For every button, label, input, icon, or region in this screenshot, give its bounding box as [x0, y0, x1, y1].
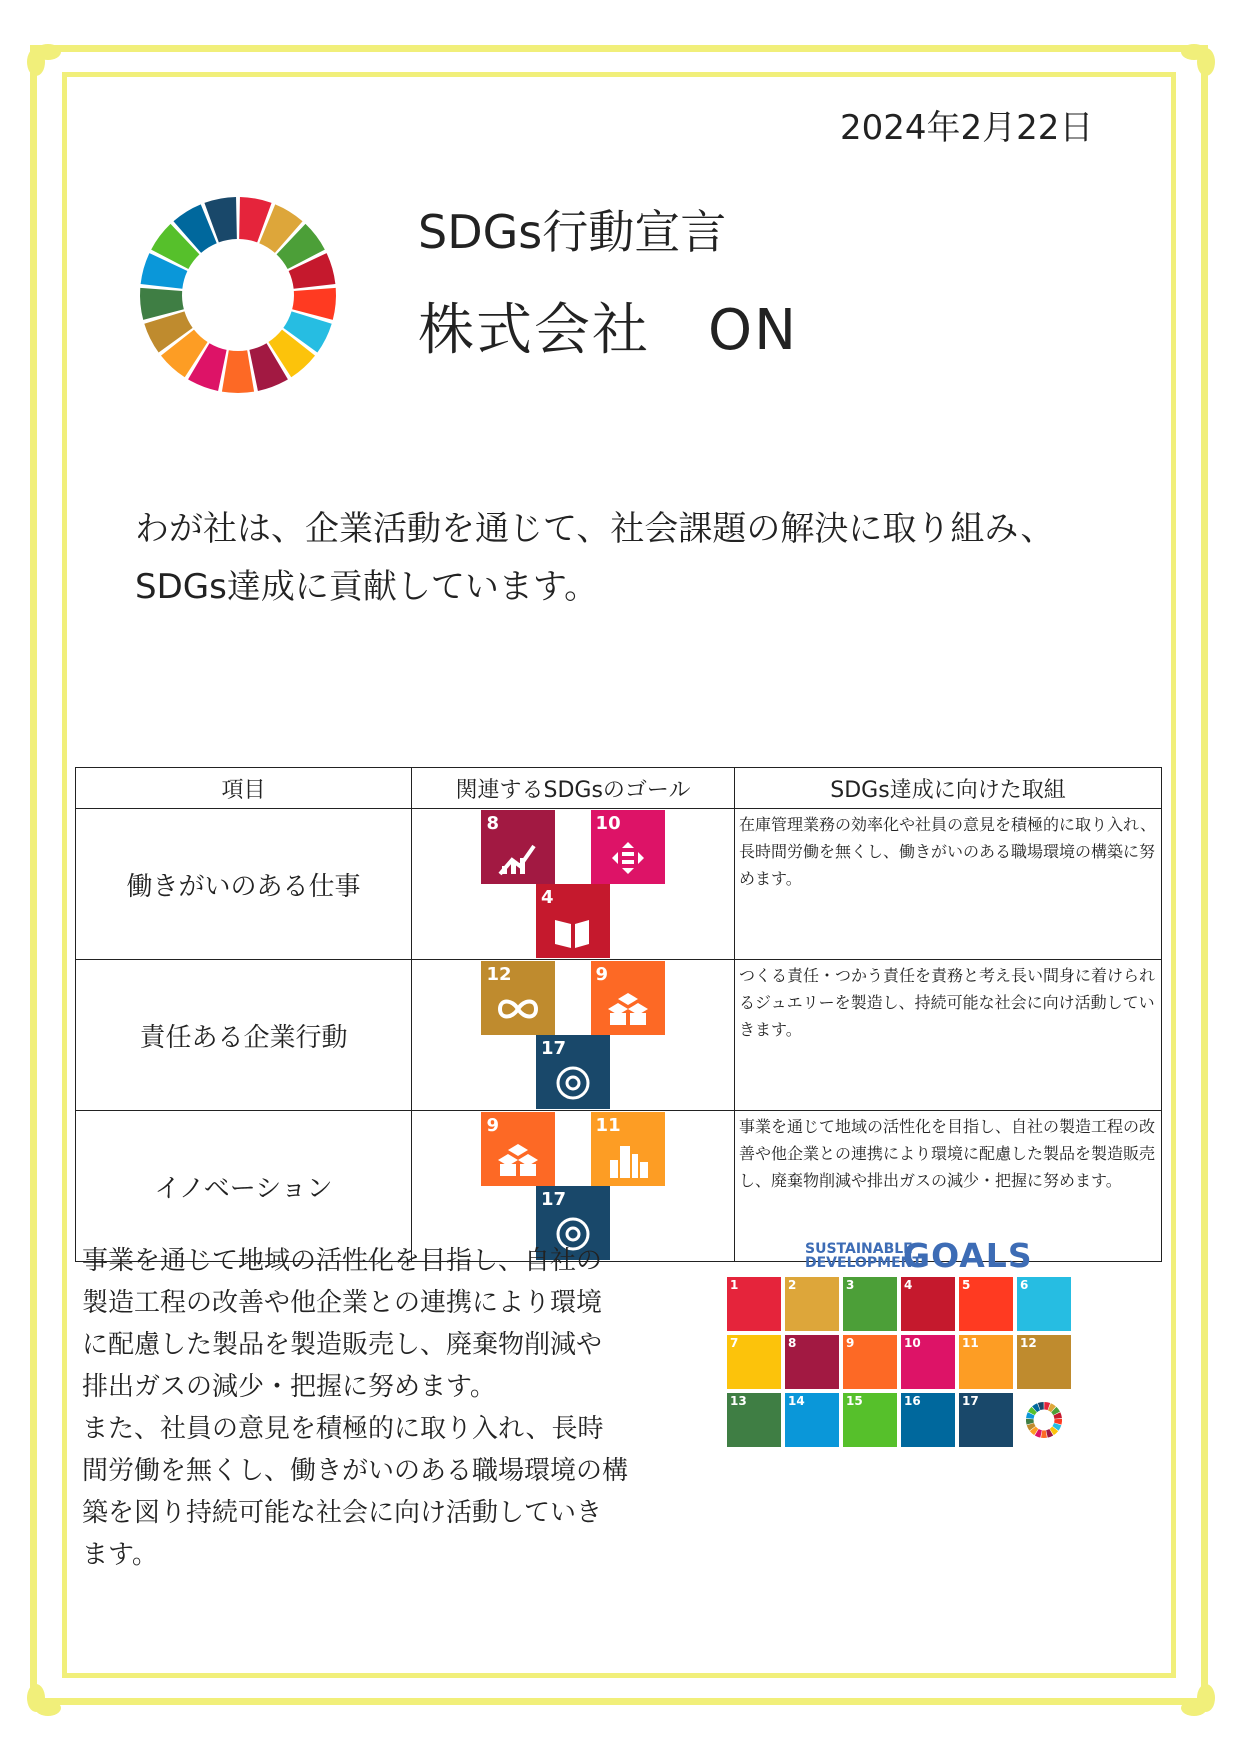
- sdg-logo-line: SUSTAINABLE: [805, 1241, 913, 1257]
- goal-1-icon: [727, 1277, 781, 1331]
- goal-17-icon: [959, 1393, 1013, 1447]
- goal-14-icon: [785, 1393, 839, 1447]
- goals-wordmark: GOALS: [903, 1236, 1033, 1275]
- body-line: 事業を通じて地域の活性化を目指し、自社の: [82, 1246, 603, 1276]
- corner-leaf-icon: [22, 40, 66, 84]
- goal-number: 16: [904, 1394, 921, 1408]
- goals-cell: [412, 809, 735, 960]
- goal-number: 17: [962, 1394, 979, 1408]
- goal-number: 8: [788, 1336, 797, 1350]
- sdg-wheel-icon: [138, 195, 338, 395]
- corner-leaf-icon: [1176, 40, 1220, 84]
- goal-16-icon: [901, 1393, 955, 1447]
- item-cell: 責任ある企業行動: [76, 960, 412, 1111]
- goal-17-icon: 17: [536, 1186, 610, 1260]
- action-cell: 事業を通じて地域の活性化を目指し、自社の製造工程の改善や他企業との連携により環境に配慮した製品を製造販売し、廃棄物削減や排出ガスの減少・把握に努めます。: [735, 1111, 1162, 1262]
- body-line: 間労働を無くし、働きがいのある職場環境の構: [82, 1456, 629, 1486]
- goal-number: 13: [730, 1394, 747, 1408]
- goal-number: 7: [730, 1336, 739, 1350]
- goal-number: 11: [962, 1336, 979, 1350]
- sdg-table: [75, 767, 1162, 1262]
- item-cell: 働きがいのある仕事: [76, 809, 412, 960]
- body-line: 排出ガスの減少・把握に努めます。: [82, 1372, 496, 1402]
- goals-cell: [412, 1111, 735, 1262]
- goal-9-icon: [843, 1335, 897, 1389]
- body-line: 製造工程の改善や他企業との連携により環境: [82, 1288, 603, 1318]
- goal-15-icon: [843, 1393, 897, 1447]
- goal-number: 1: [730, 1278, 739, 1292]
- wheel-segment: [222, 350, 254, 393]
- column-header: 関連するSDGsのゴール: [412, 768, 735, 809]
- body-line: ます。: [82, 1540, 158, 1570]
- goal-8-icon: [785, 1335, 839, 1389]
- corner-leaf-icon: [1176, 1676, 1220, 1720]
- body-line: 築を図り持続可能な社会に向け活動していき: [82, 1498, 603, 1528]
- table-row: [76, 960, 1162, 1111]
- goal-2-icon: [785, 1277, 839, 1331]
- goal-10-icon: 10: [591, 810, 665, 884]
- goal-6-icon: [1017, 1277, 1071, 1331]
- goal-4-icon: 4: [536, 884, 610, 958]
- goal-number: 10: [904, 1336, 921, 1350]
- goal-number: 6: [1020, 1278, 1029, 1292]
- goal-4-icon: [901, 1277, 955, 1331]
- goals-cell: [412, 960, 735, 1111]
- body-line: に配慮した製品を製造販売し、廃棄物削減や: [82, 1330, 603, 1360]
- column-header: SDGs達成に向けた取組: [735, 768, 1162, 809]
- lead-line: わが社は、企業活動を通じて、社会課題の解決に取り組み、: [135, 509, 1055, 549]
- goal-12-icon: [1017, 1335, 1071, 1389]
- column-header: 項目: [76, 768, 412, 809]
- goal-number: 5: [962, 1278, 971, 1292]
- goal-7-icon: [727, 1335, 781, 1389]
- corner-leaf-icon: [22, 1676, 66, 1720]
- item-cell: イノベーション: [76, 1111, 412, 1262]
- goal-9-icon: 9: [481, 1112, 555, 1186]
- date: 2024年2月22日: [840, 108, 1094, 148]
- table-header-row: [76, 768, 1162, 809]
- goal-number: 3: [846, 1278, 855, 1292]
- wheel-segment: [1041, 1430, 1047, 1438]
- body-paragraph: [82, 1240, 642, 1576]
- goal-8-icon: 8: [481, 810, 555, 884]
- goal-number: 12: [1020, 1336, 1037, 1350]
- goal-number: 15: [846, 1394, 863, 1408]
- action-cell: つくる責任・つかう責任を責務と考え長い間身に着けられるジュエリーを製造し、持続可能な社会に向け活動していきます。: [735, 960, 1162, 1111]
- sdg-logo-line: DEVELOPMENT: [805, 1255, 922, 1271]
- goal-10-icon: [901, 1335, 955, 1389]
- lead-line: SDGs達成に貢献しています。: [135, 567, 599, 607]
- goal-number: 9: [846, 1336, 855, 1350]
- goal-number: 2: [788, 1278, 797, 1292]
- goal-3-icon: [843, 1277, 897, 1331]
- table-row: [76, 809, 1162, 960]
- page-title: SDGs行動宣言: [418, 205, 727, 259]
- goal-11-icon: 11: [591, 1112, 665, 1186]
- goal-5-icon: [959, 1277, 1013, 1331]
- body-line: また、社員の意見を積極的に取り入れ、長時: [82, 1414, 604, 1444]
- lead-statement: [135, 500, 1054, 616]
- sdg-mini-wheel-icon: [1025, 1401, 1063, 1439]
- goal-17-icon: 17: [536, 1035, 610, 1109]
- goal-9-icon: 9: [591, 961, 665, 1035]
- goal-number: 4: [904, 1278, 913, 1292]
- goal-number: 14: [788, 1394, 805, 1408]
- company-name: 株式会社 ON: [418, 298, 798, 363]
- goal-12-icon: 12: [481, 961, 555, 1035]
- goal-13-icon: [727, 1393, 781, 1447]
- goal-11-icon: [959, 1335, 1013, 1389]
- action-cell: 在庫管理業務の効率化や社員の意見を積極的に取り入れ、長時間労働を無くし、働きがいのある職場環境の構築に努めます。: [735, 809, 1162, 960]
